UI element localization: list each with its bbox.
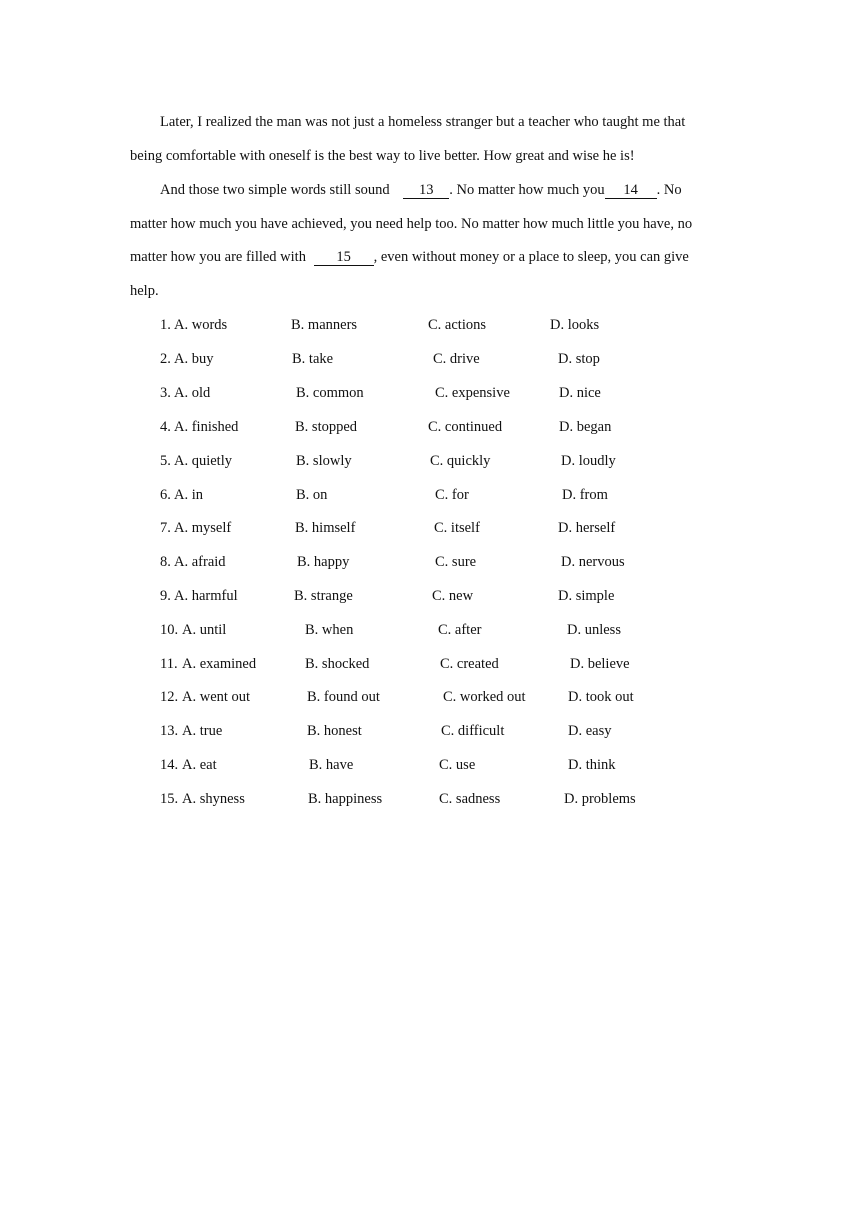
question-item	[0, 688, 860, 708]
option-c: C. quickly	[430, 453, 491, 469]
question-number: 12.	[160, 689, 179, 705]
question-item	[0, 790, 860, 810]
option-d: D. unless	[567, 622, 621, 638]
option-c: C. after	[438, 622, 482, 638]
option-c: C. for	[435, 487, 469, 503]
option-c: C. use	[439, 757, 476, 773]
answer-blank-14: 14	[605, 183, 657, 199]
question-number: 11.	[160, 656, 178, 672]
passage-line: matter how much you have achieved, you need help too. No matter how much little you have, no	[130, 216, 693, 232]
question-item	[0, 350, 860, 370]
answer-blank-13: 13	[403, 183, 449, 199]
option-d: D. took out	[568, 689, 634, 705]
option-b: B. have	[309, 757, 354, 773]
question-item	[0, 722, 860, 742]
option-b: B. slowly	[296, 453, 352, 469]
passage-line: help.	[130, 283, 159, 299]
option-c: C. worked out	[443, 689, 526, 705]
option-a: A. shyness	[182, 791, 245, 807]
option-b: B. take	[292, 351, 334, 367]
passage-line: being comfortable with oneself is the best way to live better. How great and wise he is!	[130, 148, 635, 164]
question-item	[0, 756, 860, 776]
question-item	[0, 384, 860, 404]
option-c: C. new	[432, 588, 474, 604]
question-number: 3.	[160, 385, 171, 401]
option-c: C. itself	[434, 520, 480, 536]
option-d: D. from	[562, 487, 608, 503]
question-item	[0, 486, 860, 506]
passage-line	[160, 181, 682, 199]
option-c: C. continued	[428, 419, 503, 435]
option-b: B. strange	[294, 588, 353, 604]
question-item	[0, 553, 860, 573]
question-number: 15.	[160, 791, 179, 807]
option-d: D. simple	[558, 588, 615, 604]
option-d: D. herself	[558, 520, 616, 536]
question-number: 10.	[160, 622, 179, 638]
question-item	[0, 587, 860, 607]
option-b: B. honest	[307, 723, 362, 739]
passage-text: And those two simple words still sound	[160, 182, 390, 198]
passage-text: , even without money or a place to sleep, you can give	[373, 249, 689, 265]
option-c: C. created	[440, 656, 499, 672]
option-a: A. afraid	[174, 554, 226, 570]
option-a: A. old	[174, 385, 211, 401]
option-d: D. believe	[570, 656, 630, 672]
question-number: 1.	[160, 317, 171, 333]
option-c: C. actions	[428, 317, 486, 333]
question-number: 7.	[160, 520, 171, 536]
option-c: C. drive	[433, 351, 480, 367]
option-c: C. sure	[435, 554, 477, 570]
question-number: 4.	[160, 419, 171, 435]
question-item	[0, 316, 860, 336]
option-a: A. quietly	[174, 453, 232, 469]
question-number: 6.	[160, 487, 171, 503]
question-number: 5.	[160, 453, 171, 469]
option-b: B. happiness	[308, 791, 383, 807]
option-d: D. began	[559, 419, 612, 435]
option-d: D. think	[568, 757, 616, 773]
passage-line: Later, I realized the man was not just a homeless stranger but a teacher who taught me that	[160, 114, 686, 130]
option-c: C. expensive	[435, 385, 510, 401]
question-number: 8.	[160, 554, 171, 570]
option-b: B. common	[296, 385, 364, 401]
option-d: D. looks	[550, 317, 600, 333]
option-b: B. stopped	[295, 419, 358, 435]
option-c: C. difficult	[441, 723, 505, 739]
option-b: B. found out	[307, 689, 380, 705]
option-c: C. sadness	[439, 791, 501, 807]
option-a: A. went out	[182, 689, 251, 705]
option-d: D. problems	[564, 791, 636, 807]
passage-text: . No	[656, 182, 682, 198]
question-number: 9.	[160, 588, 171, 604]
question-number: 14.	[160, 757, 179, 773]
option-a: A. in	[174, 487, 203, 503]
option-b: B. shocked	[305, 656, 370, 672]
option-a: A. true	[182, 723, 223, 739]
passage-text: matter how you are filled with	[130, 249, 306, 265]
option-d: D. nervous	[561, 554, 625, 570]
option-d: D. nice	[559, 385, 601, 401]
option-d: D. easy	[568, 723, 612, 739]
passage-text: . No matter how much you	[449, 182, 605, 198]
option-a: A. words	[174, 317, 228, 333]
option-d: D. stop	[558, 351, 600, 367]
option-a: A. myself	[174, 520, 232, 536]
question-item	[0, 655, 860, 675]
question-number: 2.	[160, 351, 171, 367]
option-b: B. happy	[297, 554, 350, 570]
passage-line	[130, 248, 689, 266]
option-d: D. loudly	[561, 453, 616, 469]
option-a: A. finished	[174, 419, 239, 435]
option-a: A. examined	[182, 656, 257, 672]
option-a: A. eat	[182, 757, 217, 773]
option-a: A. buy	[174, 351, 214, 367]
option-b: B. on	[296, 487, 328, 503]
answer-blank-15: 15	[314, 250, 374, 266]
option-a: A. until	[182, 622, 227, 638]
question-number: 13.	[160, 723, 179, 739]
option-b: B. manners	[291, 317, 358, 333]
question-item	[0, 519, 860, 539]
option-b: B. when	[305, 622, 354, 638]
option-a: A. harmful	[174, 588, 238, 604]
option-b: B. himself	[295, 520, 356, 536]
question-item	[0, 452, 860, 472]
question-item	[0, 621, 860, 641]
question-item	[0, 418, 860, 438]
